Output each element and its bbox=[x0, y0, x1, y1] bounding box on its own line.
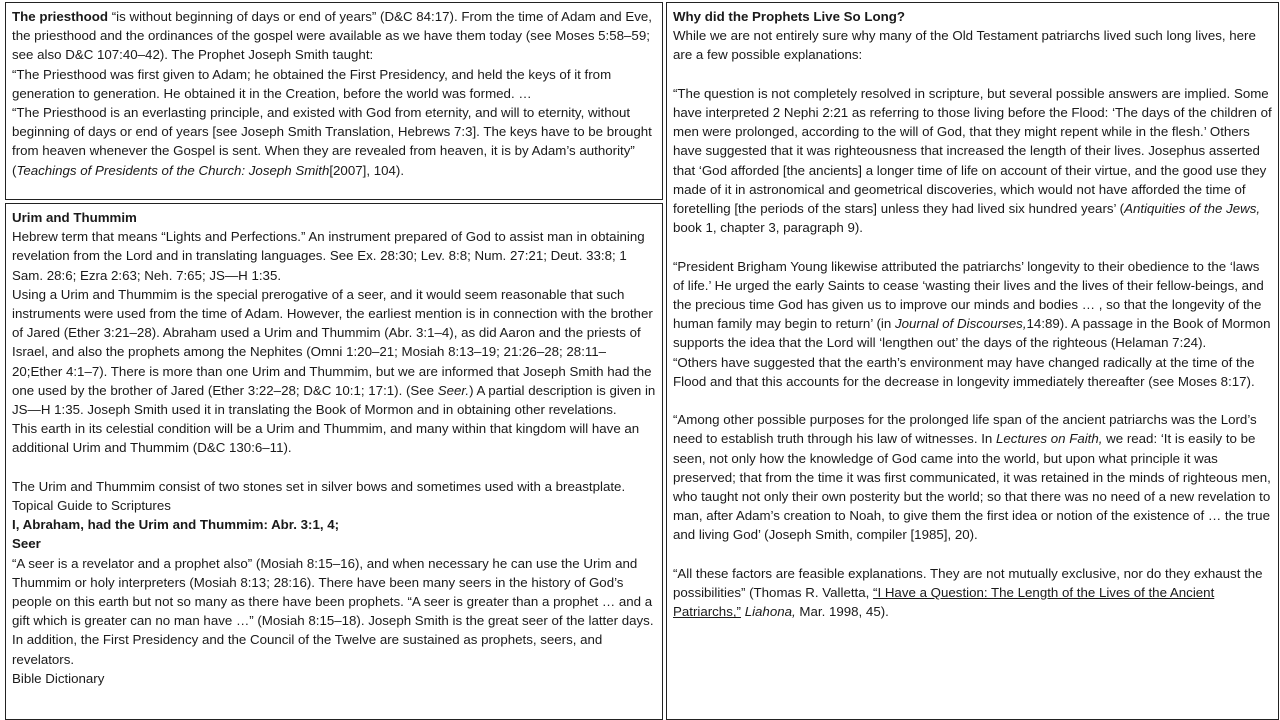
priesthood-title: The priesthood bbox=[12, 9, 109, 24]
prophets-paragraph-5: “All these factors are feasible explanations. They are not mutually exclusive, nor do they exhaust the possibilities” (Thomas R. Valletta, “I Have a Question: The Length of the Lives of the Ancient Patriarchs,” Liahona, Mar. 1998, 45). bbox=[673, 565, 1263, 620]
lectures-citation: Lectures on Faith, bbox=[996, 431, 1103, 447]
spacer bbox=[673, 65, 1272, 84]
spacer bbox=[673, 237, 1272, 256]
urim-earth: This earth in its celestial condition will be a Urim and Thummim, and many within that kingdom will have an additional Urim and Thummim (D&C 130:6–11). bbox=[12, 421, 640, 456]
discourses-citation: Journal of Discourses, bbox=[894, 316, 1027, 332]
priesthood-quote-1: “The Priesthood was first given to Adam; he obtained the First Presidency, and held the keys of it from generation to generation. He obtained it in the Creation, before the world was formed. … bbox=[12, 66, 612, 101]
spacer bbox=[673, 545, 1272, 564]
prophets-box bbox=[666, 2, 1279, 720]
liahona-citation: Liahona, bbox=[744, 604, 796, 620]
prophets-intro: While we are not entirely sure why many of the Old Testament patriarchs lived such long lives, here are a few possible explanations: bbox=[673, 28, 1256, 63]
priesthood-citation: Teachings of Presidents of the Church: Joseph Smith bbox=[16, 162, 330, 178]
prophets-paragraph-3: “Others have suggested that the earth’s environment may have changed radically at the time of the Flood and that this accounts for the decrease in longevity immediately thereafter (see Moses 8:17). bbox=[673, 354, 1255, 389]
seer-reference: Seer. bbox=[437, 382, 470, 398]
spacer bbox=[673, 391, 1272, 410]
prophets-paragraph-1: “The question is not completely resolved in scripture, but several possible answers are implied. Some have interpreted 2 Nephi 2:21 as referring to those living before the Flood: ‘The days of the children of men were prolonged, according to the will of God, that they might repent while in the flesh.’ Others have suggested that it was righteousness that increased the length of their lives. Josephus asserted that ‘God afforded [the ancients] a longer time of life on account of their virtue, and the good use they made of it in astronomical and geometrical discoveries, which would not have afforded the time of foretelling [the periods of the stars] unless they had lived six hundred years’ (Antiquities of the Jews, book 1, chapter 3, paragraph 9). bbox=[673, 85, 1272, 236]
spacer bbox=[12, 458, 656, 477]
urim-source: Bible Dictionary bbox=[12, 670, 105, 686]
prophets-paragraph-4: “Among other possible purposes for the prolonged life span of the ancient patriarchs was the Lord’s need to establish truth through his law of witnesses. In Lectures on Faith, we read: ‘It is easily to be seen, not only how the knowledge of God came into the world, but upon what principle it was preserved; that from the time it was first communicated, it was retained in the minds of righteous men, who taught not only their own posterity but the world; so that there was no need of a new revelation to man, after Adam’s creation to Noah, to give them the first idea or notion of the existence of … the true and living God’ (Joseph Smith, compiler [1985], 20). bbox=[673, 412, 1271, 543]
priesthood-box bbox=[5, 2, 663, 200]
priesthood-intro: The priesthood “is without beginning of days or end of years” (D&C 84:17). From the time of Adam and Eve, the priesthood and the ordinances of the gospel were available as we have them today (see Moses 5:58–59; see also D&C 107:40–42). The Prophet Joseph Smith taught: bbox=[12, 9, 653, 63]
prophets-paragraph-2: “President Brigham Young likewise attributed the patriarchs’ longevity to their obedience to the ‘laws of life.’ He urged the early Saints to cease ‘wasting their lives and the lives of their fellow-beings, and the precious time God has given us to improve our minds and bodies … , so that the longevity of the human family may begin to return’ (in Journal of Discourses,14:89). A passage in the Book of Mormon supports the idea that the Lord will ‘lengthen out’ the days of the righteous (Helaman 7:24). bbox=[673, 258, 1271, 351]
seer-text: “A seer is a revelator and a prophet also” (Mosiah 8:15–16), and when necessary he can use the Urim and Thummim or holy interpreters (Mosiah 8:13; 28:16). There have been many seers in the history of God’s people on this earth but not so many as there have been prophets. “A seer is greater than a prophet … and a gift which is greater can no man have …” (Mosiah 8:15–18). Joseph Smith is the great seer of the latter days. In addition, the First Presidency and the Council of the Twelve are sustained as prophets, seers, and revelators. bbox=[12, 555, 654, 667]
antiquities-citation: Antiquities of the Jews, bbox=[1124, 201, 1261, 217]
urim-title: Urim and Thummim bbox=[12, 210, 137, 225]
urim-abraham: I, Abraham, had the Urim and Thummim: Abr. 3:1, 4; bbox=[12, 517, 340, 533]
urim-thummim-box bbox=[5, 203, 663, 720]
seer-title: Seer bbox=[12, 536, 41, 552]
article-link[interactable]: “I Have a Question: The Length of the Lives of the Ancient Patriarchs,” bbox=[673, 585, 1215, 620]
urim-stones: The Urim and Thummim consist of two stones set in silver bows and sometimes used with a breastplate. Topical Guide to Scriptures bbox=[12, 478, 626, 514]
urim-definition: Hebrew term that means “Lights and Perfections.” An instrument prepared of God to assist man in obtaining revelation from the Lord and in translating languages. See Ex. 28:30; Lev. 8:8; Num. 27:21; Deut. 33:8; 1 Sam. 28:6; Ezra 2:63; Neh. 7:65; JS—H 1:35. bbox=[12, 229, 645, 283]
priesthood-quote-2: “The Priesthood is an everlasting principle, and existed with God from eternity, and will to eternity, without beginning of days or end of years [see Joseph Smith Translation, Hebrews 7:3]. The keys have to be brought from heaven whenever the Gospel is sent. When they are revealed from heaven, it is by Adam’s authority” (Teachings of Presidents of the Church: Joseph Smith[2007], 104). bbox=[12, 105, 652, 178]
prophets-title: Why did the Prophets Live So Long? bbox=[673, 9, 905, 24]
urim-usage: Using a Urim and Thummim is the special prerogative of a seer, and it would seem reasonable that such instruments were used from the time of Adam. However, the earliest mention is in connection with the brother of Jared (Ether 3:21–28). Abraham used a Urim and Thummim (Abr. 3:1–4), as did Aaron and the priests of Israel, and also the prophets among the Nephites (Omni 1:20–21; Mosiah 8:13–19; 21:26–28; 28:11–20;Ether 4:1–7). There is more than one Urim and Thummim, but we are informed that Joseph Smith had the one used by the brother of Jared (Ether 3:22–28; D&C 10:1; 17:1). (See Seer.) A partial description is given in JS—H 1:35. Joseph Smith used it in translating the Book of Mormon and in obtaining other revelations. bbox=[12, 286, 656, 418]
